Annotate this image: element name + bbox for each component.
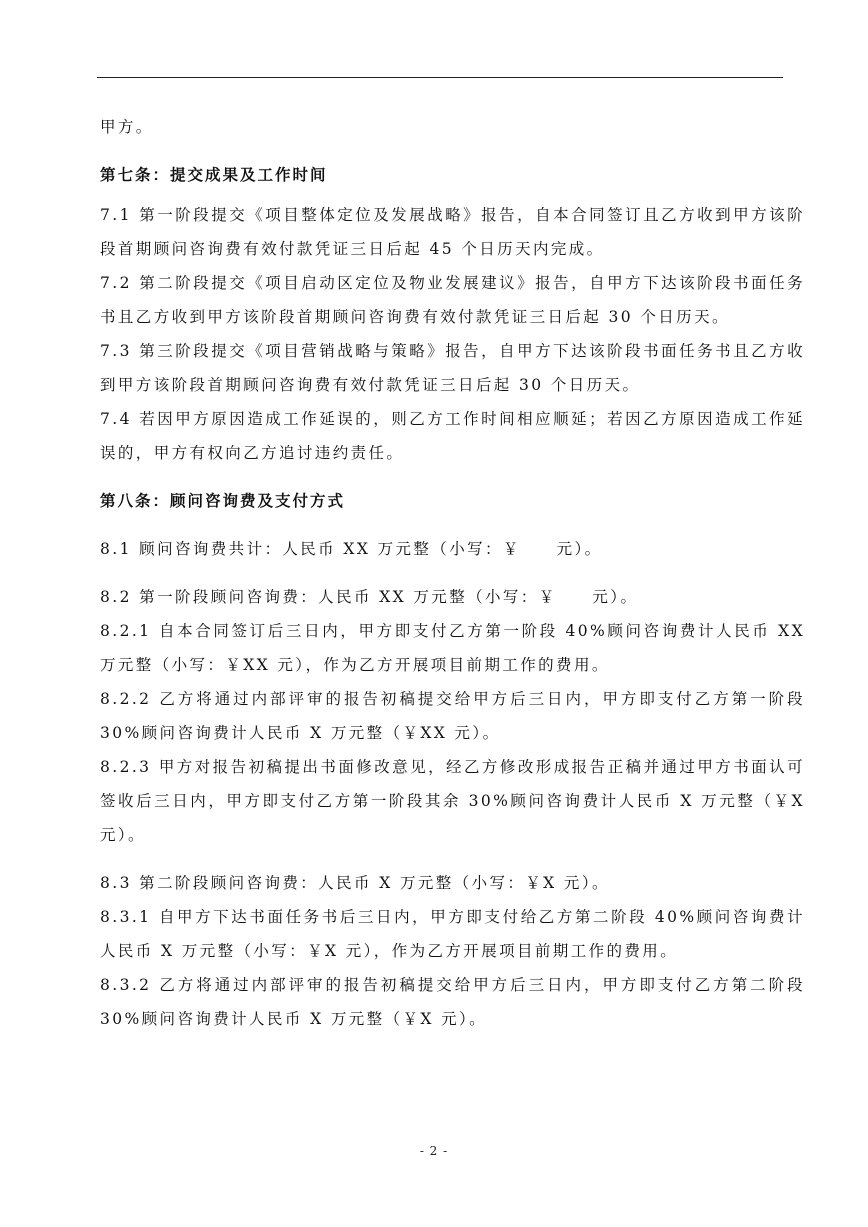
clause-8-2-3: 8.2.3 甲方对报告初稿提出书面修改意见，经乙方修改形成报告正稿并通过甲方书面认可签收后三日内，甲方即支付乙方第一阶段其余 30%顾问咨询费计人民币 X 万元整（￥X 元）。 [100,758,805,844]
clause-8-3: 8.3 第二阶段顾问咨询费：人民币 X 万元整（小写：￥X 元）。 [100,874,610,892]
clause-8-2-1: 8.2.1 自本合同签订后三日内，甲方即支付乙方第一阶段 40%顾问咨询费计人民币 XX 万元整（小写：￥XX 元），作为乙方开展项目前期工作的费用。 [100,622,805,674]
paragraph-continuation: 甲方。 [100,118,154,136]
clause-7-2: 7.2 第二阶段提交《项目启动区定位及物业发展建议》报告，自甲方下达该阶段书面任务书且乙方收到甲方该阶段首期顾问咨询费有效付款凭证三日后起 30 个日历天。 [100,274,805,326]
clause-7-4: 7.4 若因甲方原因造成工作延误的，则乙方工作时间相应顺延；若因乙方原因造成工作延误的，甲方有权向乙方追讨违约责任。 [100,410,805,462]
section-heading-article-7: 第七条：提交成果及工作时间 [100,165,328,184]
clause-8-2: 8.2 第一阶段顾问咨询费：人民币 XX 万元整（小写：￥ 元）。 [100,588,639,606]
page-number: - 2 - [419,1144,449,1158]
clause-8-3-1: 8.3.1 自甲方下达书面任务书后三日内，甲方即支付给乙方第二阶段 40%顾问咨询费计人民币 X 万元整（小写：￥X 元），作为乙方开展项目前期工作的费用。 [100,908,805,960]
header-rule [97,77,783,78]
clause-8-3-2: 8.3.2 乙方将通过内部评审的报告初稿提交给甲方后三日内，甲方即支付乙方第二阶段 30%顾问咨询费计人民币 X 万元整（￥X 元）。 [100,976,805,1028]
clause-7-3: 7.3 第三阶段提交《项目营销战略与策略》报告，自甲方下达该阶段书面任务书且乙方收到甲方该阶段首期顾问咨询费有效付款凭证三日后起 30 个日历天。 [100,342,805,394]
clause-8-1: 8.1 顾问咨询费共计：人民币 XX 万元整（小写：￥ 元）。 [100,540,603,558]
section-heading-article-8: 第八条：顾问咨询费及支付方式 [100,491,346,510]
document-body [100,110,805,1036]
clause-8-2-2: 8.2.2 乙方将通过内部评审的报告初稿提交给甲方后三日内，甲方即支付乙方第一阶段 30%顾问咨询费计人民币 X 万元整（￥XX 元）。 [100,690,805,742]
clause-7-1: 7.1 第一阶段提交《项目整体定位及发展战略》报告，自本合同签订且乙方收到甲方该阶段首期顾问咨询费有效付款凭证三日后起 45 个日历天内完成。 [100,206,805,258]
